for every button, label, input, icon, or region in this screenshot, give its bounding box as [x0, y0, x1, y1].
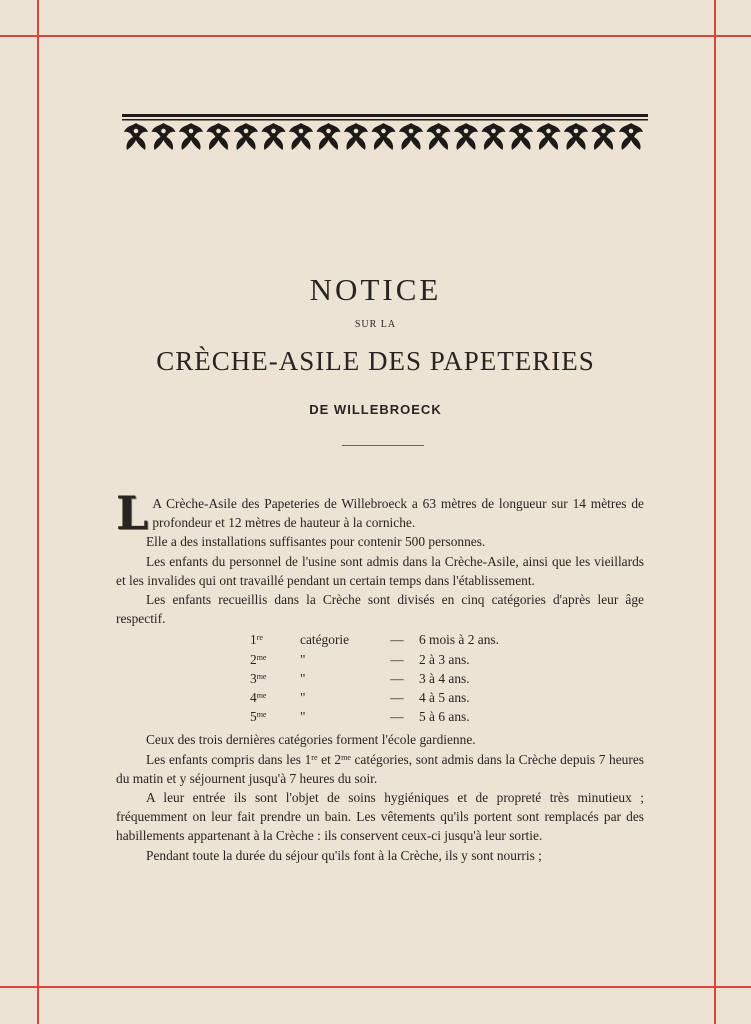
frieze-motif [124, 123, 148, 150]
paragraph-3: Les enfants du personnel de l'usine sont admis dans la Crèche-Asile, ainsi que les vieillards et les invalides qui ont travaillé pendant un certain temps dans l'établissement. [116, 553, 644, 588]
location-heading: DE WILLEBROECK [309, 402, 442, 417]
paragraph-2: Elle a des installations suffisantes pour contenir 500 personnes. [146, 534, 486, 550]
margin-rule-top [0, 35, 751, 37]
paragraph-6-sup-1: re [311, 752, 318, 762]
paragraph-6-sup-2: me [341, 752, 351, 762]
frieze-motif [619, 123, 643, 150]
main-heading: CRÈCHE-ASILE DES PAPETERIES [156, 346, 595, 376]
frieze-motif [234, 123, 258, 150]
category-number [250, 707, 300, 726]
paragraph-6-part-b: et 2 [317, 751, 342, 767]
category-number [250, 650, 300, 669]
frieze-motif [179, 123, 203, 150]
category-label: " [300, 709, 306, 725]
floral-frieze-ornament [122, 114, 648, 156]
category-number-suffix: me [256, 671, 267, 681]
category-number-value: 1 [250, 632, 257, 648]
page-title: NOTICE [309, 272, 442, 307]
category-number-value: 2 [250, 651, 257, 667]
paragraph-4: Les enfants recueillis dans la Crèche sont divisés en cinq catégories d'après leur âge respectif. [116, 592, 644, 627]
category-number-suffix: re [256, 633, 263, 643]
category-row [250, 688, 499, 707]
frieze-motif [317, 123, 341, 150]
category-number-suffix: me [256, 652, 267, 662]
frieze-motif [207, 123, 231, 150]
category-number [250, 630, 300, 649]
category-number [250, 688, 300, 707]
frieze-motif [152, 123, 176, 150]
category-number-suffix: me [256, 691, 267, 701]
frieze-motif [564, 123, 588, 150]
category-number [250, 669, 300, 688]
category-number-value: 3 [250, 670, 257, 686]
paragraph-6-part-c: catégories, sont admis dans la Crèche depuis 7 heures du matin et y séjournent jusqu'à 7 heures du soir. [116, 751, 644, 786]
category-row [250, 650, 499, 669]
paragraph-8: Pendant toute la durée du séjour qu'ils font à la Crèche, ils y sont nourris ; [146, 847, 542, 863]
frieze-motif [372, 123, 396, 150]
frieze-motif [262, 123, 286, 150]
paragraph-6-part-a: Les enfants compris dans les 1 [146, 751, 312, 767]
margin-rule-right [714, 0, 716, 1024]
paragraph-1-text: A Crèche-Asile des Papeteries de Willebroeck a 63 mètres de longueur sur 14 mètres de profondeur et 12 mètres de hauteur à la corniche. [152, 496, 644, 531]
margin-rule-left [37, 0, 39, 1024]
category-dash: — [390, 709, 404, 725]
category-label: " [300, 651, 306, 667]
frieze-motif [592, 123, 616, 150]
paragraph-5: Ceux des trois dernières catégories forment l'école gardienne. [146, 732, 476, 748]
margin-rule-bottom [0, 986, 751, 988]
category-age: 6 mois à 2 ans. [419, 632, 499, 648]
paragraph-7: A leur entrée ils sont l'objet de soins hygiéniques et de propreté très minutieux ; fréquemment on leur fait prendre un bain. Les vêtements qu'ils portent sont remplacés par des habillements appartenant à la Crèche : ils conservent ceux-ci jusqu'à leur sortie. [116, 790, 644, 844]
frieze-motif [454, 123, 478, 150]
category-table [250, 630, 499, 726]
category-dash: — [390, 670, 404, 686]
body-text [116, 486, 644, 865]
frieze-motif [399, 123, 423, 150]
frieze-motif [537, 123, 561, 150]
category-dash: — [390, 632, 404, 648]
frieze-motif [509, 123, 533, 150]
category-number-value: 5 [250, 709, 257, 725]
category-row [250, 630, 499, 649]
frieze-motif [289, 123, 313, 150]
page-subtitle: SUR LA [354, 319, 397, 330]
paragraph-6 [116, 750, 644, 788]
frieze-motif [482, 123, 506, 150]
title-divider [342, 445, 424, 446]
category-dash: — [390, 690, 404, 706]
category-number-suffix: me [256, 710, 267, 720]
category-age: 2 à 3 ans. [419, 651, 470, 667]
category-age: 3 à 4 ans. [419, 670, 470, 686]
category-label: " [300, 690, 306, 706]
category-row [250, 669, 499, 688]
category-number-value: 4 [250, 690, 257, 706]
frieze-motif [344, 123, 368, 150]
dropcap-letter: L [116, 486, 149, 540]
category-row [250, 707, 499, 726]
category-label: catégorie [300, 632, 350, 648]
category-age: 5 à 6 ans. [419, 709, 470, 725]
paragraph-1 [116, 486, 644, 540]
category-label: " [300, 670, 306, 686]
category-dash: — [390, 651, 404, 667]
frieze-motif [427, 123, 451, 150]
category-age: 4 à 5 ans. [419, 690, 470, 706]
